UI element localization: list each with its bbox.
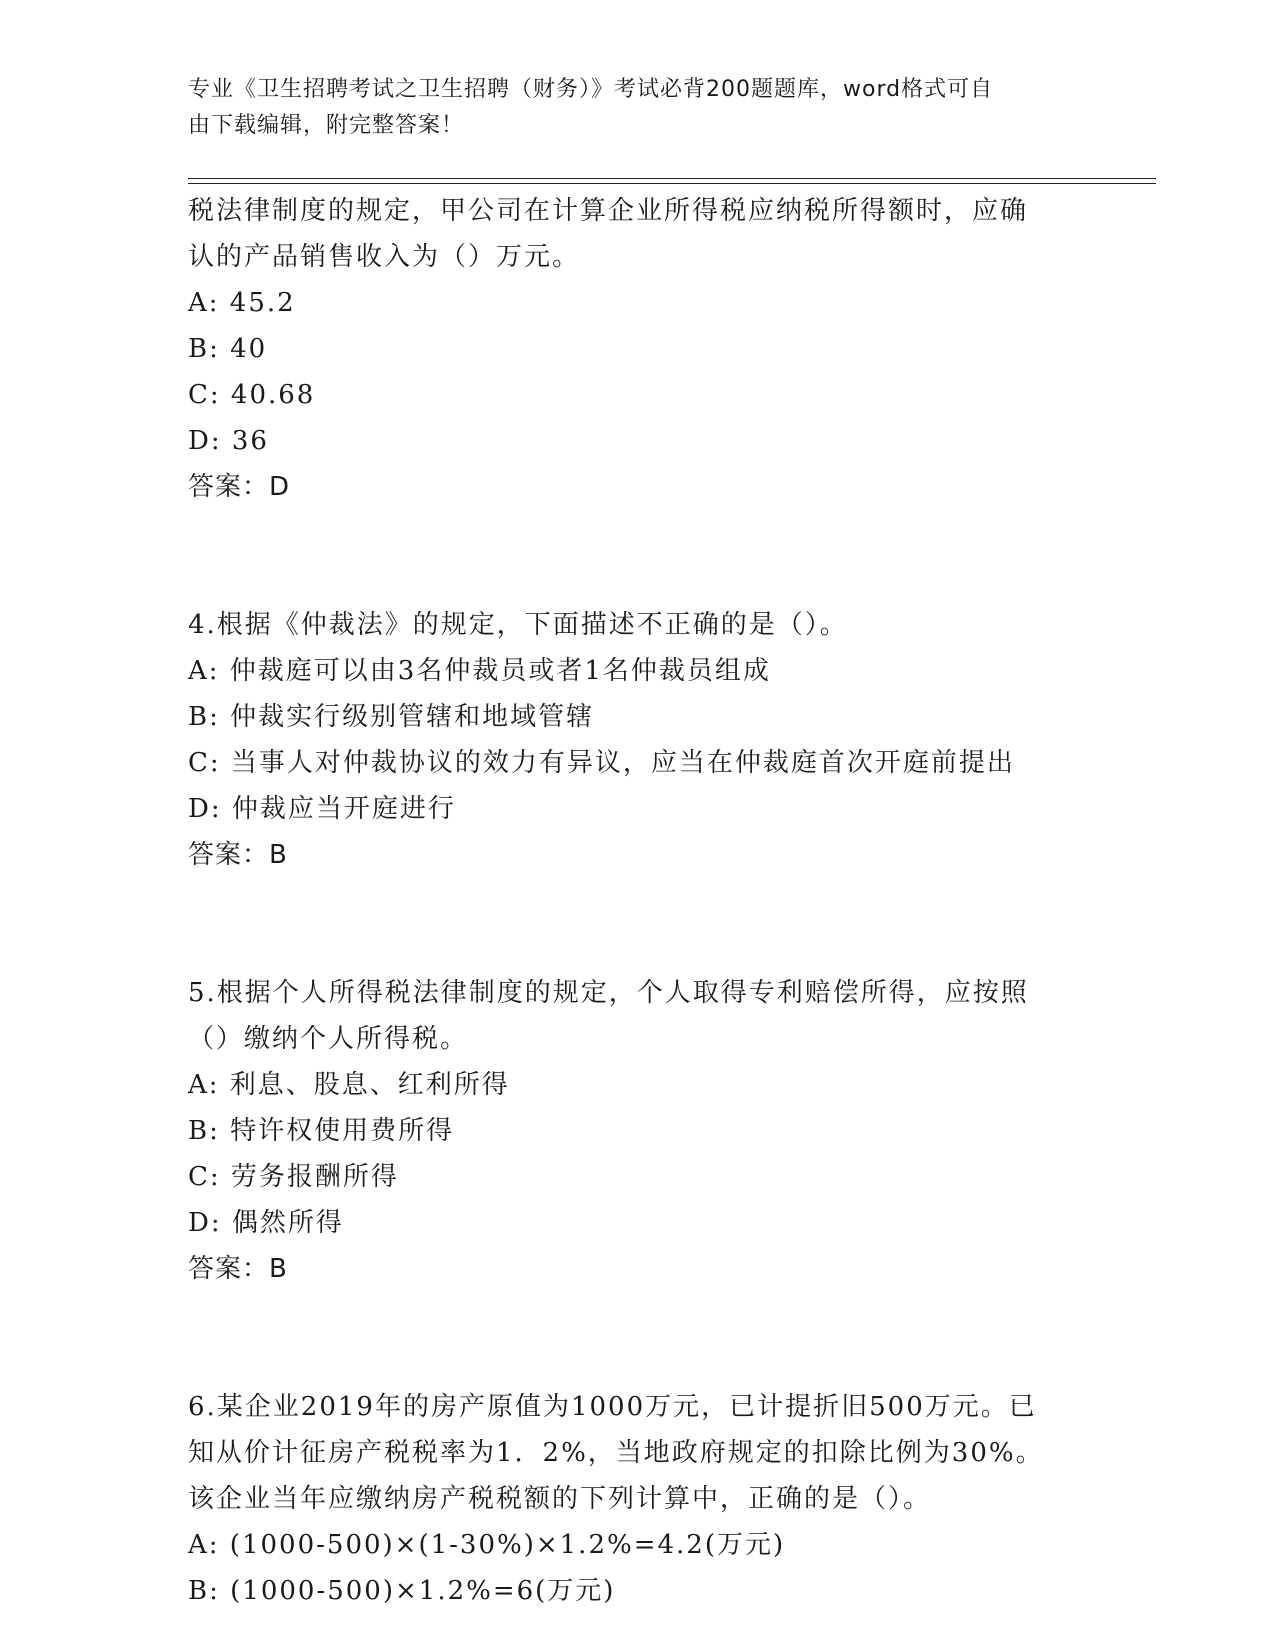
header-line-1: 专业《卫生招聘考试之卫生招聘（财务）》考试必背200题题库，word格式可自 [188,77,994,102]
question-6 [188,1384,1068,1614]
spacer [188,1292,1068,1384]
option-c: C: 劳务报酬所得 [188,1162,399,1192]
option-c: C: 当事人对仲裁协议的效力有异议，应当在仲裁庭首次开庭前提出 [188,748,1015,778]
spacer [188,510,1068,602]
option-a: A: 利息、股息、红利所得 [188,1070,510,1100]
document-header [188,72,1068,144]
question-stem: 该企业当年应缴纳房产税税额的下列计算中，正确的是（）。 [188,1484,932,1514]
question-3 [188,188,1068,510]
option-b: B: 仲裁实行级别管辖和地域管辖 [188,702,595,732]
question-list [188,188,1068,1614]
option-d: D: 偶然所得 [188,1208,344,1238]
option-b: B: (1000-500)×1.2%=6(万元) [188,1576,616,1606]
question-stem: 4.根据《仲裁法》的规定，下面描述不正确的是（）。 [188,610,848,640]
answer: 答案：B [188,840,288,870]
question-5 [188,970,1068,1292]
header-divider-top [188,178,1156,179]
option-a: A: (1000-500)×(1-30%)×1.2%=4.2(万元) [188,1530,786,1560]
option-b: B: 特许权使用费所得 [188,1116,455,1146]
option-b: B: 40 [188,334,268,364]
header-divider-bottom [188,183,1156,184]
option-d: D: 仲裁应当开庭进行 [188,794,456,824]
answer: 答案：B [188,1254,288,1284]
header-line-2: 由下载编辑，附完整答案！ [188,113,465,138]
question-4 [188,602,1068,878]
question-stem: 知从价计征房产税税率为1．2%，当地政府规定的扣除比例为30%。 [188,1438,1044,1468]
option-d: D: 36 [188,426,269,456]
question-stem: 税法律制度的规定，甲公司在计算企业所得税应纳税所得额时，应确 [188,196,1029,226]
question-stem: 认的产品销售收入为（）万元。 [188,242,581,272]
option-c: C: 40.68 [188,380,316,410]
option-a: A: 仲裁庭可以由3名仲裁员或者1名仲裁员组成 [188,656,771,686]
question-stem: 5.根据个人所得税法律制度的规定，个人取得专利赔偿所得，应按照 [188,978,1029,1008]
question-stem: （）缴纳个人所得税。 [188,1024,469,1054]
option-a: A: 45.2 [188,288,296,318]
answer: 答案：D [188,472,291,502]
spacer [188,878,1068,970]
question-stem: 6.某企业2019年的房产原值为1000万元，已计提折旧500万元。已 [188,1392,1037,1422]
